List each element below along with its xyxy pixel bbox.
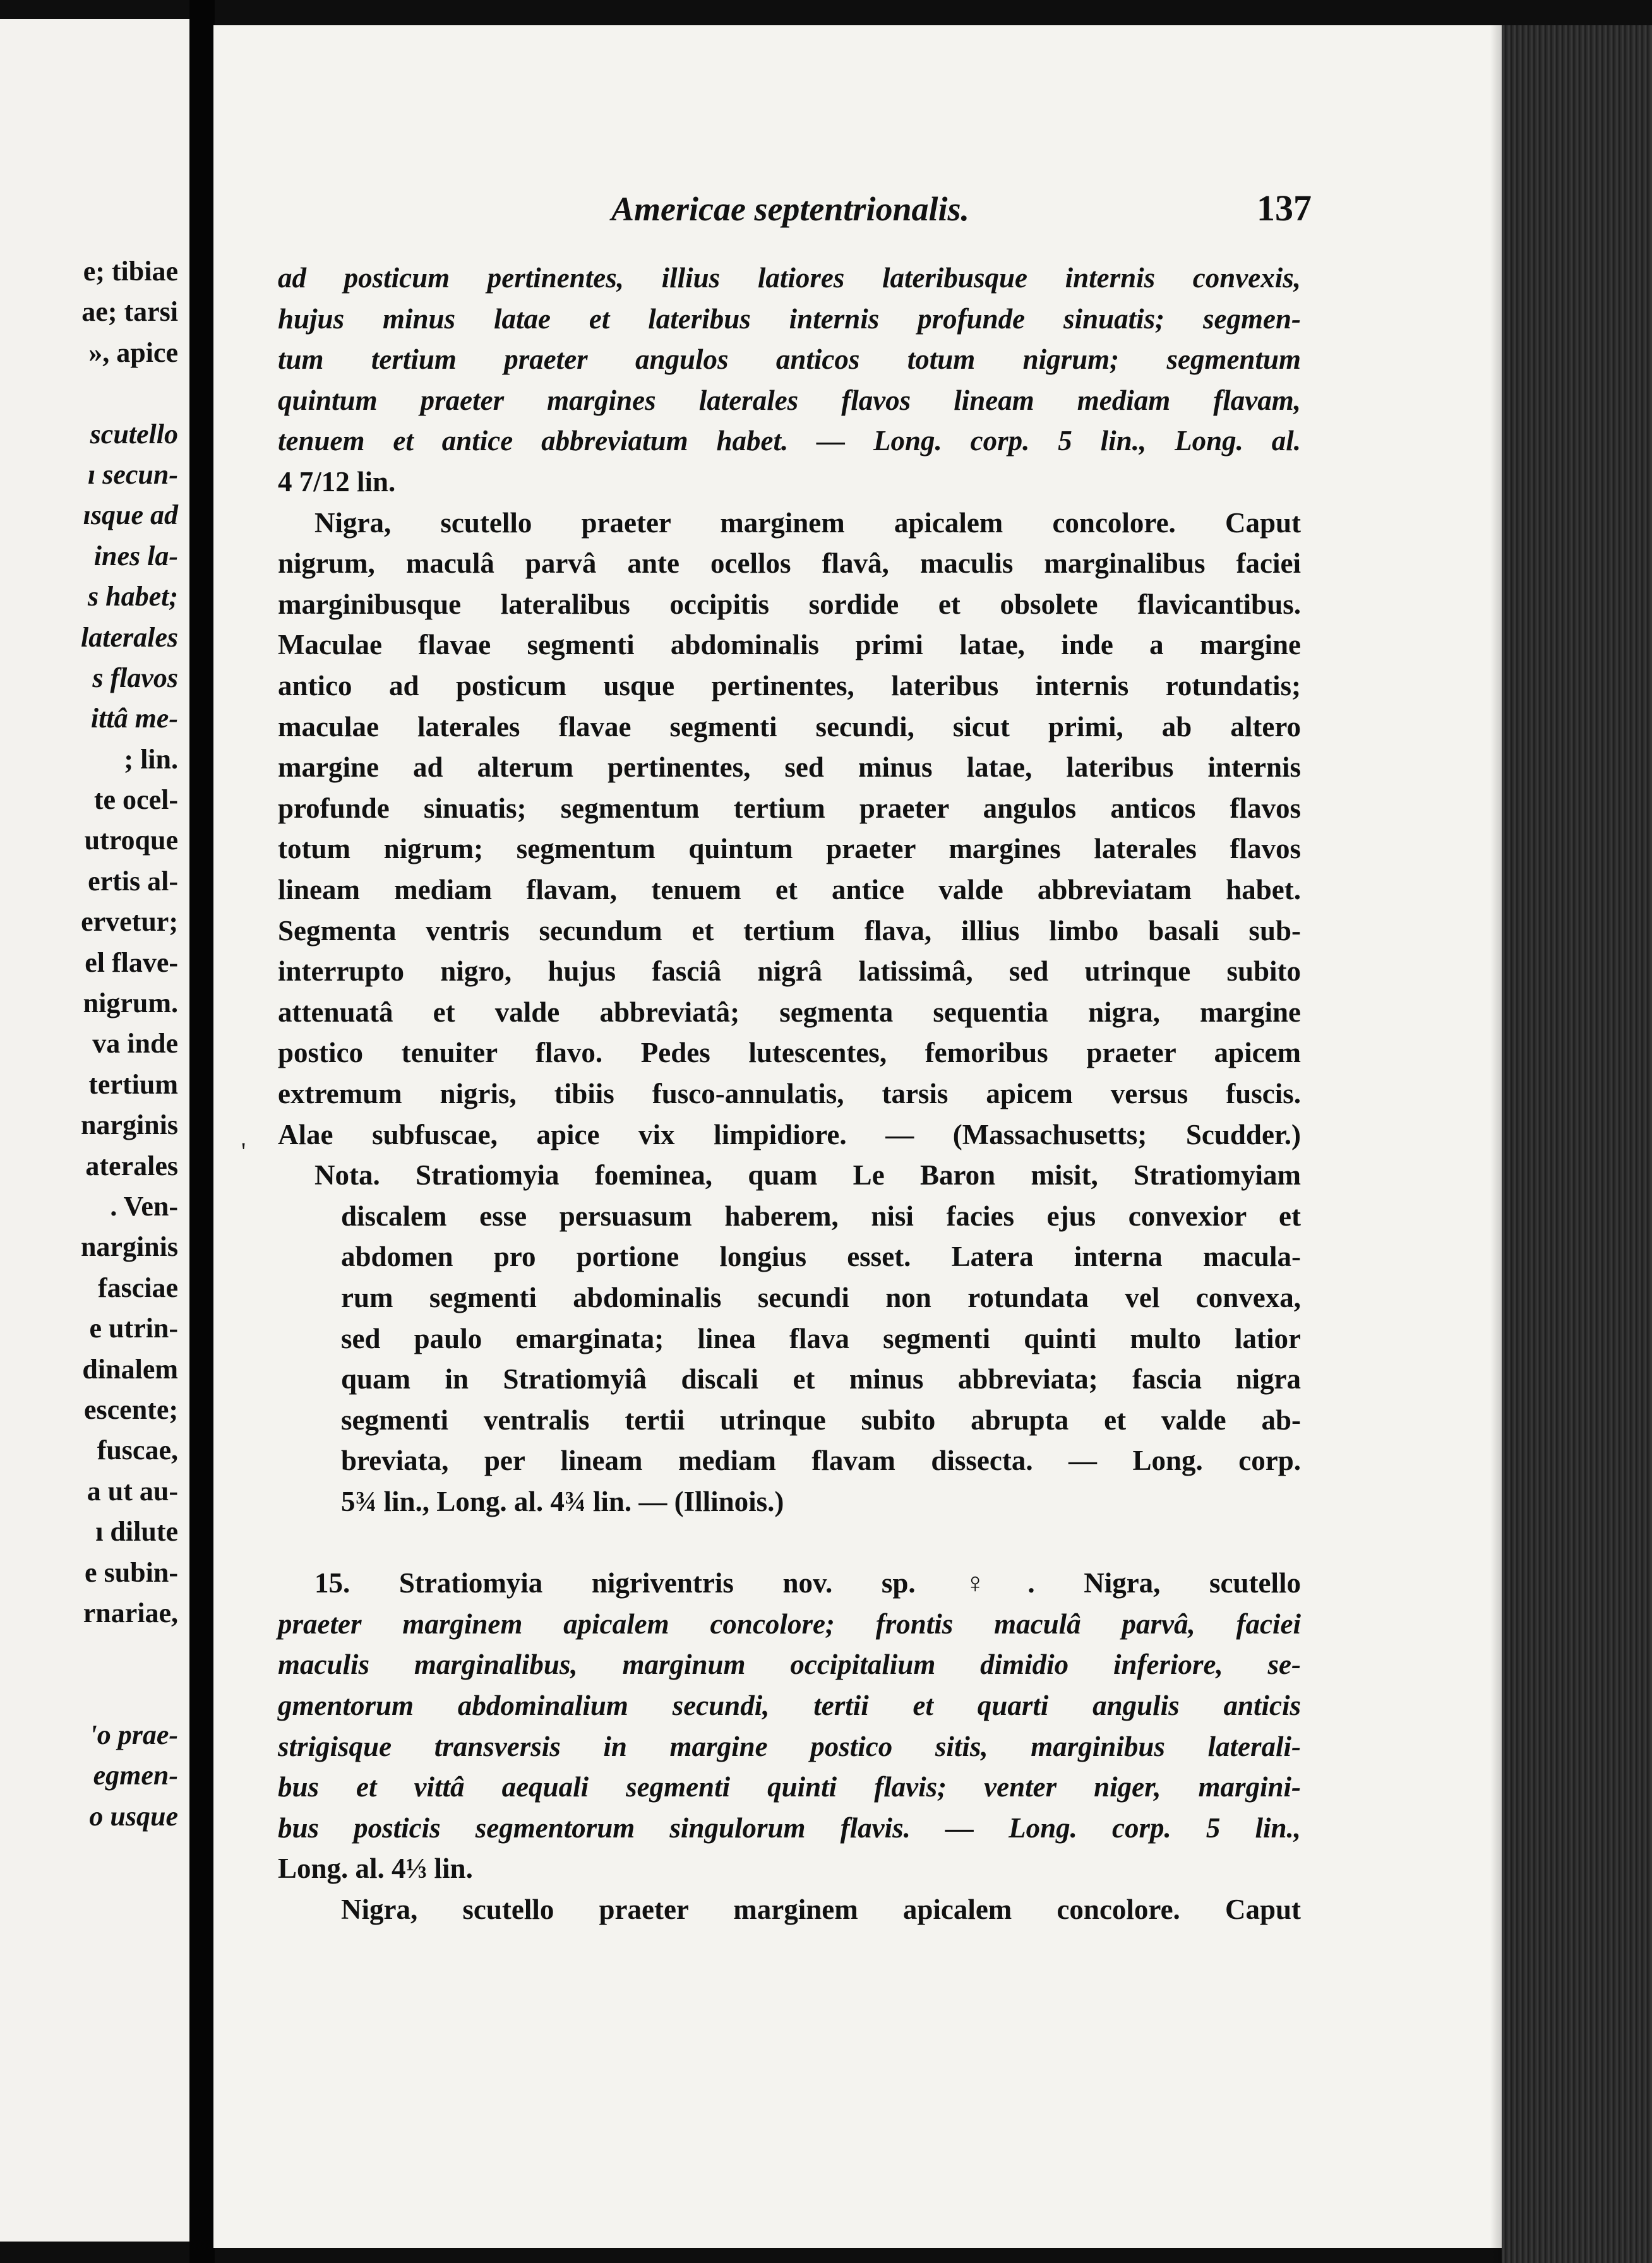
left-page-line: fuscae, [97, 1435, 178, 1466]
text-line: Maculae flavae segmenti abdominalis primi latae, inde a margine [278, 629, 1301, 661]
text-line: quam in Stratiomyiâ discali et minus abbreviata; fascia nigra [341, 1363, 1301, 1395]
page-number: 137 [1257, 188, 1312, 229]
left-page-line: nigrum. [83, 988, 178, 1019]
text-line: breviata, per lineam mediam flavam dissecta. — Long. corp. [341, 1445, 1301, 1477]
left-page-line: ervetur; [81, 906, 178, 938]
text-line: Segmenta ventris secundum et tertium flava, illius limbo basali sub- [278, 914, 1301, 946]
left-page-line: aterales [85, 1150, 178, 1181]
text-line: maculis marginalibus, marginum occipitalium dimidio inferiore, se- [278, 1649, 1301, 1681]
text-line: sed paulo emarginata; linea flava segmenti quinti multo latior [341, 1322, 1301, 1354]
left-page-line: escente; [83, 1394, 178, 1425]
left-page-line: », apice [88, 337, 178, 368]
text-line: margine ad alterum pertinentes, sed minus latae, lateribus internis [278, 751, 1301, 784]
margin-tick-mark: ' [241, 1137, 246, 1166]
left-page-line: ines la- [93, 540, 178, 571]
text-line: bus posticis segmentorum singulorum flavis. — Long. corp. 5 lin., [278, 1812, 1301, 1844]
text-line: attenuatâ et valde abbreviatâ; segmenta sequentia nigra, margine [278, 996, 1301, 1028]
left-page-fragment [0, 19, 189, 2242]
left-page-line: ertis al- [88, 865, 178, 897]
text-line: quintum praeter margines laterales flavos lineam mediam flavam, [278, 384, 1301, 416]
left-page-line: ae; tarsi [81, 296, 178, 328]
left-page-line: e subin- [85, 1556, 178, 1588]
text-line: profunde sinuatis; segmentum tertium praeter angulos anticos flavos [278, 792, 1301, 824]
text-line: nigrum, maculâ parvâ ante ocellos flavâ, maculis marginalibus faciei [278, 547, 1301, 580]
left-page-line [81, 373, 178, 414]
text-line: lineam mediam flavam, tenuem et antice valde abbreviatam habet. [278, 874, 1301, 905]
running-header: Americae septentrionalis. [611, 190, 969, 228]
left-page-line: s flavos [92, 662, 178, 693]
text-line: strigisque transversis in margine postico sitis, marginibus laterali- [278, 1730, 1301, 1762]
text-line: hujus minus latae et lateribus internis profunde sinuatis; segmen- [278, 302, 1301, 335]
left-page-line: narginis [80, 1231, 178, 1263]
text-line: tenuem et antice abbreviatum habet. — Long. corp. 5 lin., Long. al. [278, 425, 1301, 457]
left-page-line: utroque [84, 825, 178, 856]
text-line: rum segmenti abdominalis secundi non rotundata vel convexa, [341, 1282, 1301, 1313]
text-line: Nigra, scutello praeter marginem apicalem concolore. Caput [314, 506, 1301, 539]
text-line: marginibusque lateralibus occipitis sordide et obsolete flavicantibus. [278, 588, 1301, 620]
text-line: bus et vittâ aequali segmenti quinti flavis; venter niger, margini- [278, 1771, 1301, 1803]
left-page-line: el flave- [85, 946, 178, 978]
left-page-text [81, 251, 178, 1837]
left-page-line: 'o prae- [89, 1719, 178, 1751]
left-page-line [81, 1675, 178, 1715]
text-line: praeter marginem apicalem concolore; frontis maculâ parvâ, faciei [278, 1608, 1301, 1640]
text-line: Nota. Stratiomyia foeminea, quam Le Baron misit, Stratiomyiam [314, 1159, 1301, 1191]
text-line: totum nigrum; segmentum quintum praeter margines laterales flavos [278, 833, 1301, 865]
left-page-line: e; tibiae [83, 256, 178, 287]
text-line: segmenti ventralis tertii utrinque subito abrupta et valde ab- [341, 1404, 1301, 1436]
left-page-line: ısque ad [83, 499, 178, 531]
text-line: maculae laterales flavae segmenti secundi, sicut primi, ab altero [278, 710, 1301, 743]
text-line: Alae subfuscae, apice vix limpidiore. — (Massachusetts; Scudder.) [278, 1118, 1301, 1150]
left-page-line: egmen- [93, 1760, 178, 1791]
text-line: postico tenuiter flavo. Pedes lutescentes, femoribus praeter apicem [278, 1037, 1301, 1069]
text-line: Nigra, scutello praeter marginem apicalem concolore. Caput [341, 1894, 1301, 1925]
left-page-line: laterales [81, 621, 178, 653]
left-page-line: ı secun- [88, 458, 178, 490]
text-line: extremum nigris, tibiis fusco-annulatis, tarsis apicem versus fuscis. [278, 1078, 1301, 1109]
text-line: Long. al. 4⅓ lin. [278, 1853, 473, 1885]
book-gutter [189, 0, 215, 2263]
left-page-line: rnariae, [83, 1597, 178, 1628]
left-page-line: e utrin- [89, 1313, 178, 1344]
left-page-line: s habet; [88, 581, 178, 612]
left-page-line: fasciae [97, 1272, 178, 1303]
text-line: 15. Stratiomyia nigriventris nov. sp. ♀. Nigra, scutello [314, 1567, 1301, 1599]
text-line: interrupto nigro, hujus fasciâ nigrâ latissimâ, sed utrinque subito [278, 955, 1301, 988]
left-page-line: dinalem [82, 1353, 178, 1385]
left-page-line: tertium [88, 1068, 178, 1100]
left-page-line: ; lin. [124, 743, 178, 775]
left-page-line: o usque [89, 1800, 178, 1832]
text-line: 5¾ lin., Long. al. 4¾ lin. — (Illinois.) [341, 1486, 784, 1517]
left-page-line: . Ven- [110, 1190, 178, 1222]
book-page-edges [1502, 25, 1652, 2263]
text-line: 4 7/12 lin. [278, 466, 396, 498]
left-page-line [81, 1633, 178, 1674]
left-page-line: scutello [90, 418, 178, 450]
left-page-line: a ut au- [87, 1475, 178, 1507]
left-page-line: narginis [80, 1109, 178, 1141]
left-page-line: ı dilute [95, 1516, 178, 1548]
text-line: discalem esse persuasum haberem, nisi facies ejus convexior et [341, 1200, 1301, 1232]
text-line: abdomen pro portione longius esset. Latera interna macula- [341, 1241, 1301, 1273]
text-line: tum tertium praeter angulos anticos totum nigrum; segmentum [278, 343, 1301, 376]
text-line: gmentorum abdominalium secundi, tertii et quarti angulis anticis [278, 1690, 1301, 1721]
left-page-line: ittâ me- [90, 703, 178, 734]
left-page-line: va inde [92, 1028, 178, 1060]
left-page-line: te ocel- [93, 784, 178, 816]
text-line: antico ad posticum usque pertinentes, lateribus internis rotundatis; [278, 670, 1301, 702]
text-line: ad posticum pertinentes, illius latiores lateribusque internis convexis, [278, 262, 1301, 294]
